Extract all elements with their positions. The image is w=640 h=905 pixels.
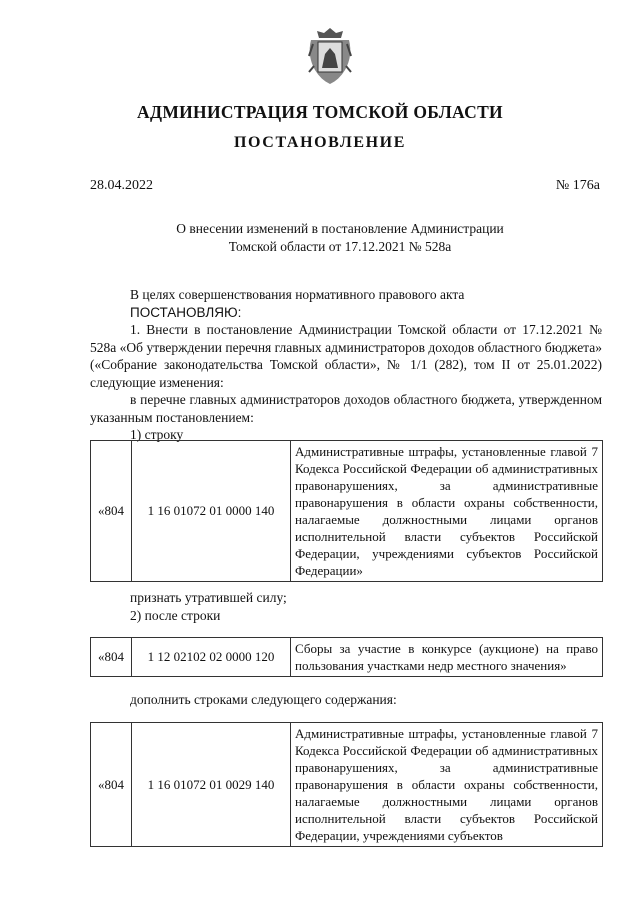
subject-line-1: О внесении изменений в постановление Администрации	[176, 221, 504, 236]
intro-paragraph: В целях совершенствования нормативного правового акта	[130, 287, 465, 302]
document-date: 28.04.2022	[90, 178, 153, 193]
decree-word: ПОСТАНОВЛЯЮ:	[130, 304, 242, 320]
description-cell: Административные штрафы, установленные главой 7 Кодекса Российской Федерации об административных правонарушениях, за административные правонарушения в области охраны собственности, налагаемые должностными лицами органов исполнительной власти субъектов Российской Федерации, учреждениями субъектов	[291, 723, 603, 847]
kbk-code-cell: 1 16 01072 01 0029 140	[132, 723, 291, 847]
body-text-3	[90, 691, 602, 709]
document-subject	[120, 220, 560, 256]
subject-line-2: Томской области от 17.12.2021 № 528а	[228, 239, 452, 254]
description-cell: Административные штрафы, установленные главой 7 Кодекса Российской Федерации об административных правонарушениях, за административные правонарушения в области охраны собственности, налагаемые должностными лицами органов исполнительной власти субъектов Российской Федерации, учреждениями субъектов Российской Федерации»	[291, 441, 603, 582]
kbk-code-cell: 1 16 01072 01 0000 140	[132, 441, 291, 582]
table-row	[91, 638, 603, 677]
item-1-sub-paragraph: в перечне главных администраторов доходов областного бюджета, утвержденном указанным постановлением:	[90, 392, 602, 425]
table-row	[91, 441, 603, 582]
table-row-anchor	[90, 637, 603, 677]
admin-code-cell: «804	[91, 638, 132, 677]
description-cell: Сборы за участие в конкурсе (аукционе) на право пользования участками недр местного значения»	[291, 638, 603, 677]
kbk-code-cell: 1 12 02102 02 0000 120	[132, 638, 291, 677]
item-1-paragraph: 1. Внести в постановление Администрации Томской области от 17.12.2021 № 528а «Об утверждении перечня главных администраторов доходов областного бюджета» («Собрание законодательства Томской области», № 1/1 (282), том II от 25.01.2022) следующие изменения:	[90, 322, 602, 390]
point-2-label: 2) после строки	[130, 607, 221, 623]
organization-title: АДМИНИСТРАЦИЯ ТОМСКОЙ ОБЛАСТИ	[137, 102, 503, 122]
body-text-2	[90, 589, 602, 624]
after-table-2-text: дополнить строками следующего содержания:	[130, 692, 397, 707]
admin-code-cell: «804	[91, 723, 132, 847]
body-text	[90, 286, 602, 444]
table-row	[91, 723, 603, 847]
document-number: № 176а	[555, 178, 600, 193]
point-1-label: 1) строку	[130, 427, 184, 442]
document-type-title: ПОСТАНОВЛЕНИЕ	[234, 134, 406, 151]
admin-code-cell: «804	[91, 441, 132, 582]
table-row-removed	[90, 440, 603, 582]
table-row-added	[90, 722, 603, 847]
after-table-1-text: признать утратившей силу;	[130, 590, 287, 605]
coat-of-arms-icon	[305, 26, 355, 86]
